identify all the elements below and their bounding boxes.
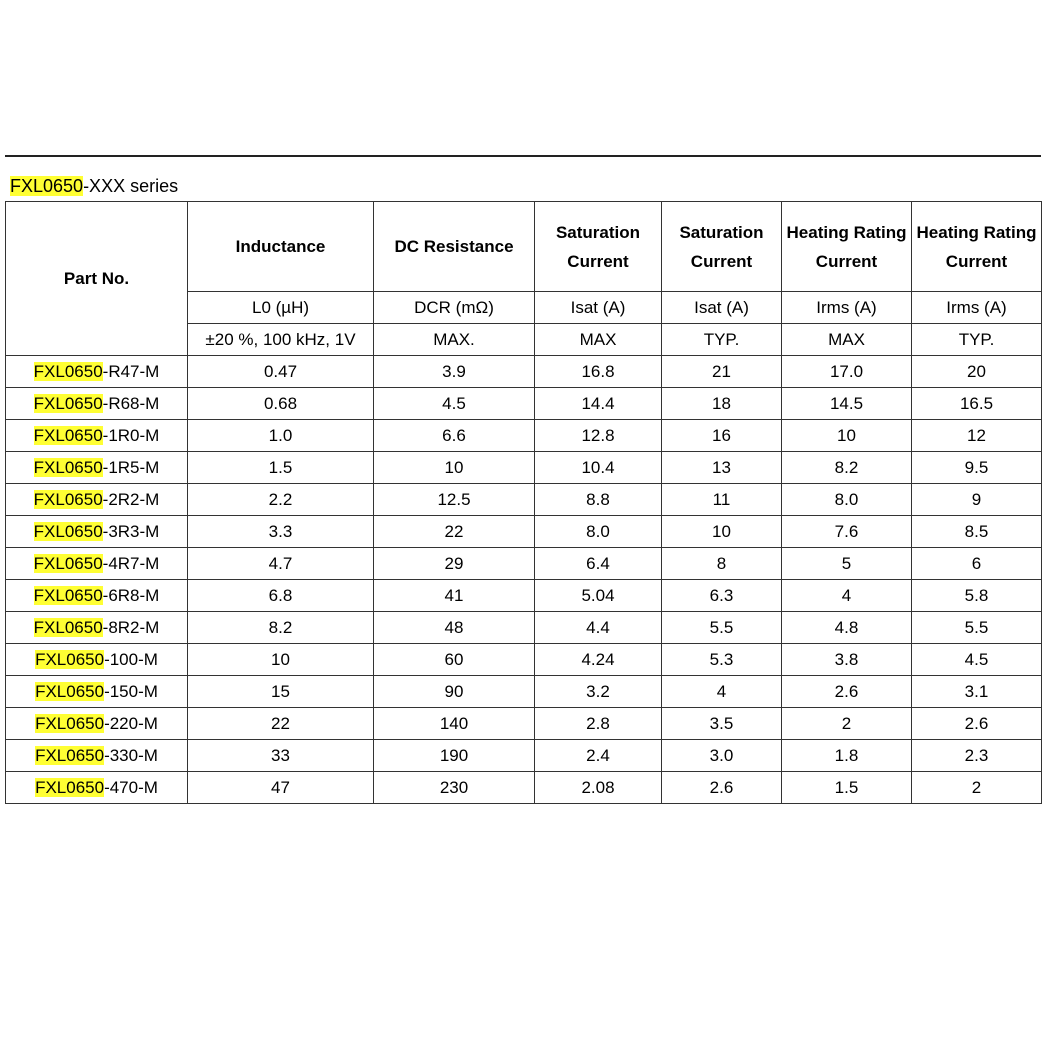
dcr-cell: 140 bbox=[374, 708, 535, 740]
part-number-prefix: FXL0650 bbox=[33, 457, 103, 477]
irms-typ-cell: 9.5 bbox=[912, 452, 1042, 484]
table-row bbox=[6, 452, 1042, 484]
isat-max-cell: 2.08 bbox=[535, 772, 662, 804]
part-number-suffix: -8R2-M bbox=[102, 617, 160, 637]
part-number-prefix: FXL0650 bbox=[33, 553, 103, 573]
table-row bbox=[6, 644, 1042, 676]
isat-typ-cell: 5.3 bbox=[662, 644, 782, 676]
inductance-cell: 10 bbox=[188, 644, 374, 676]
part-number-suffix: -220-M bbox=[104, 713, 158, 733]
inductance-cell: 33 bbox=[188, 740, 374, 772]
irms-max-cell: 8.0 bbox=[782, 484, 912, 516]
dcr-cell: 90 bbox=[374, 676, 535, 708]
dcr-cell: 6.6 bbox=[374, 420, 535, 452]
irms-max-cell: 1.8 bbox=[782, 740, 912, 772]
irms-typ-cell: 12 bbox=[912, 420, 1042, 452]
irms-typ-cell: 9 bbox=[912, 484, 1042, 516]
inductance-cell: 3.3 bbox=[188, 516, 374, 548]
inductance-cell: 1.5 bbox=[188, 452, 374, 484]
part-number-prefix: FXL0650 bbox=[33, 425, 103, 445]
top-divider-line bbox=[5, 155, 1041, 157]
part-number-suffix: -1R0-M bbox=[102, 425, 160, 445]
irms-max-cell: 2.6 bbox=[782, 676, 912, 708]
irms-max-cell: 14.5 bbox=[782, 388, 912, 420]
cond-dc-resistance: MAX. bbox=[374, 324, 535, 356]
part-number-prefix: FXL0650 bbox=[33, 617, 103, 637]
dcr-cell: 60 bbox=[374, 644, 535, 676]
header-row-titles bbox=[6, 202, 1042, 292]
part-number-cell bbox=[6, 548, 188, 580]
part-number-cell bbox=[6, 612, 188, 644]
inductance-cell: 22 bbox=[188, 708, 374, 740]
irms-max-cell: 7.6 bbox=[782, 516, 912, 548]
part-number-prefix: FXL0650 bbox=[35, 681, 105, 701]
isat-typ-cell: 2.6 bbox=[662, 772, 782, 804]
isat-typ-cell: 6.3 bbox=[662, 580, 782, 612]
dcr-cell: 48 bbox=[374, 612, 535, 644]
table-body bbox=[6, 356, 1042, 804]
part-number-suffix: -6R8-M bbox=[102, 585, 160, 605]
cond-inductance: ±20 %, 100 kHz, 1V bbox=[188, 324, 374, 356]
dcr-cell: 190 bbox=[374, 740, 535, 772]
irms-typ-cell: 8.5 bbox=[912, 516, 1042, 548]
part-number-suffix: -4R7-M bbox=[102, 553, 160, 573]
isat-typ-cell: 13 bbox=[662, 452, 782, 484]
table-row bbox=[6, 388, 1042, 420]
series-title-prefix: FXL0650 bbox=[10, 176, 84, 196]
isat-max-cell: 4.4 bbox=[535, 612, 662, 644]
part-number-prefix: FXL0650 bbox=[35, 713, 105, 733]
part-number-suffix: -R68-M bbox=[102, 393, 160, 413]
table-row bbox=[6, 484, 1042, 516]
series-title bbox=[10, 175, 178, 197]
table-row bbox=[6, 708, 1042, 740]
table-row bbox=[6, 548, 1042, 580]
irms-typ-cell: 20 bbox=[912, 356, 1042, 388]
dcr-cell: 3.9 bbox=[374, 356, 535, 388]
part-number-cell bbox=[6, 772, 188, 804]
table-row bbox=[6, 612, 1042, 644]
isat-max-cell: 3.2 bbox=[535, 676, 662, 708]
isat-typ-cell: 21 bbox=[662, 356, 782, 388]
irms-max-cell: 8.2 bbox=[782, 452, 912, 484]
isat-typ-cell: 8 bbox=[662, 548, 782, 580]
unit-inductance: L0 (µH) bbox=[188, 292, 374, 324]
irms-typ-cell: 3.1 bbox=[912, 676, 1042, 708]
part-number-cell bbox=[6, 644, 188, 676]
inductance-cell: 1.0 bbox=[188, 420, 374, 452]
isat-max-cell: 8.0 bbox=[535, 516, 662, 548]
part-number-suffix: -2R2-M bbox=[102, 489, 160, 509]
part-number-cell bbox=[6, 452, 188, 484]
part-number-cell bbox=[6, 356, 188, 388]
part-number-cell bbox=[6, 676, 188, 708]
inductance-cell: 0.47 bbox=[188, 356, 374, 388]
cond-heating-max: MAX bbox=[782, 324, 912, 356]
table-row bbox=[6, 772, 1042, 804]
irms-max-cell: 10 bbox=[782, 420, 912, 452]
part-number-cell bbox=[6, 388, 188, 420]
isat-typ-cell: 10 bbox=[662, 516, 782, 548]
part-number-prefix: FXL0650 bbox=[35, 745, 105, 765]
part-number-cell bbox=[6, 516, 188, 548]
part-number-suffix: -150-M bbox=[104, 681, 158, 701]
isat-max-cell: 12.8 bbox=[535, 420, 662, 452]
irms-typ-cell: 4.5 bbox=[912, 644, 1042, 676]
part-number-suffix: -470-M bbox=[104, 777, 158, 797]
dcr-cell: 22 bbox=[374, 516, 535, 548]
table-row bbox=[6, 580, 1042, 612]
irms-typ-cell: 5.8 bbox=[912, 580, 1042, 612]
part-number-prefix: FXL0650 bbox=[35, 649, 105, 669]
part-number-suffix: -3R3-M bbox=[102, 521, 160, 541]
header-heating-current-typ: Heating Rating Current bbox=[912, 202, 1042, 292]
dcr-cell: 41 bbox=[374, 580, 535, 612]
isat-max-cell: 5.04 bbox=[535, 580, 662, 612]
isat-max-cell: 4.24 bbox=[535, 644, 662, 676]
dcr-cell: 10 bbox=[374, 452, 535, 484]
cond-saturation-max: MAX bbox=[535, 324, 662, 356]
cond-heating-typ: TYP. bbox=[912, 324, 1042, 356]
irms-max-cell: 1.5 bbox=[782, 772, 912, 804]
part-number-prefix: FXL0650 bbox=[33, 521, 103, 541]
irms-typ-cell: 2.6 bbox=[912, 708, 1042, 740]
part-number-cell bbox=[6, 580, 188, 612]
inductance-cell: 0.68 bbox=[188, 388, 374, 420]
isat-typ-cell: 11 bbox=[662, 484, 782, 516]
isat-max-cell: 16.8 bbox=[535, 356, 662, 388]
dcr-cell: 4.5 bbox=[374, 388, 535, 420]
inductance-cell: 47 bbox=[188, 772, 374, 804]
isat-max-cell: 2.4 bbox=[535, 740, 662, 772]
part-number-prefix: FXL0650 bbox=[33, 489, 103, 509]
table-row bbox=[6, 356, 1042, 388]
inductance-cell: 15 bbox=[188, 676, 374, 708]
isat-max-cell: 14.4 bbox=[535, 388, 662, 420]
irms-typ-cell: 2 bbox=[912, 772, 1042, 804]
header-heating-current-max: Heating Rating Current bbox=[782, 202, 912, 292]
part-number-cell bbox=[6, 708, 188, 740]
dcr-cell: 12.5 bbox=[374, 484, 535, 516]
isat-typ-cell: 16 bbox=[662, 420, 782, 452]
table-header bbox=[6, 202, 1042, 356]
irms-typ-cell: 5.5 bbox=[912, 612, 1042, 644]
isat-typ-cell: 3.5 bbox=[662, 708, 782, 740]
part-number-prefix: FXL0650 bbox=[35, 777, 105, 797]
series-title-suffix: -XXX series bbox=[83, 176, 179, 196]
inductance-cell: 2.2 bbox=[188, 484, 374, 516]
unit-heating-typ: Irms (A) bbox=[912, 292, 1042, 324]
irms-max-cell: 4.8 bbox=[782, 612, 912, 644]
unit-saturation-max: Isat (A) bbox=[535, 292, 662, 324]
table-row bbox=[6, 516, 1042, 548]
inductance-cell: 8.2 bbox=[188, 612, 374, 644]
irms-max-cell: 5 bbox=[782, 548, 912, 580]
isat-max-cell: 2.8 bbox=[535, 708, 662, 740]
irms-typ-cell: 16.5 bbox=[912, 388, 1042, 420]
part-number-cell bbox=[6, 484, 188, 516]
part-number-suffix: -330-M bbox=[104, 745, 158, 765]
irms-typ-cell: 2.3 bbox=[912, 740, 1042, 772]
table-row bbox=[6, 740, 1042, 772]
isat-typ-cell: 18 bbox=[662, 388, 782, 420]
part-number-suffix: -1R5-M bbox=[102, 457, 160, 477]
isat-typ-cell: 4 bbox=[662, 676, 782, 708]
unit-saturation-typ: Isat (A) bbox=[662, 292, 782, 324]
irms-max-cell: 2 bbox=[782, 708, 912, 740]
dcr-cell: 230 bbox=[374, 772, 535, 804]
part-number-prefix: FXL0650 bbox=[33, 585, 103, 605]
unit-dc-resistance: DCR (mΩ) bbox=[374, 292, 535, 324]
irms-typ-cell: 6 bbox=[912, 548, 1042, 580]
part-number-cell bbox=[6, 420, 188, 452]
irms-max-cell: 3.8 bbox=[782, 644, 912, 676]
irms-max-cell: 4 bbox=[782, 580, 912, 612]
header-saturation-current-max: Saturation Current bbox=[535, 202, 662, 292]
inductance-cell: 4.7 bbox=[188, 548, 374, 580]
isat-max-cell: 6.4 bbox=[535, 548, 662, 580]
header-inductance: Inductance bbox=[188, 202, 374, 292]
irms-max-cell: 17.0 bbox=[782, 356, 912, 388]
isat-typ-cell: 3.0 bbox=[662, 740, 782, 772]
header-dc-resistance: DC Resistance bbox=[374, 202, 535, 292]
part-number-suffix: -R47-M bbox=[102, 361, 160, 381]
header-part-no: Part No. bbox=[6, 202, 188, 356]
dcr-cell: 29 bbox=[374, 548, 535, 580]
isat-max-cell: 8.8 bbox=[535, 484, 662, 516]
cond-saturation-typ: TYP. bbox=[662, 324, 782, 356]
isat-max-cell: 10.4 bbox=[535, 452, 662, 484]
inductance-cell: 6.8 bbox=[188, 580, 374, 612]
table-row bbox=[6, 420, 1042, 452]
header-saturation-current-typ: Saturation Current bbox=[662, 202, 782, 292]
unit-heating-max: Irms (A) bbox=[782, 292, 912, 324]
part-number-suffix: -100-M bbox=[104, 649, 158, 669]
part-number-prefix: FXL0650 bbox=[33, 361, 103, 381]
isat-typ-cell: 5.5 bbox=[662, 612, 782, 644]
part-number-cell bbox=[6, 740, 188, 772]
spec-table bbox=[5, 201, 1042, 804]
part-number-prefix: FXL0650 bbox=[33, 393, 103, 413]
table-row bbox=[6, 676, 1042, 708]
